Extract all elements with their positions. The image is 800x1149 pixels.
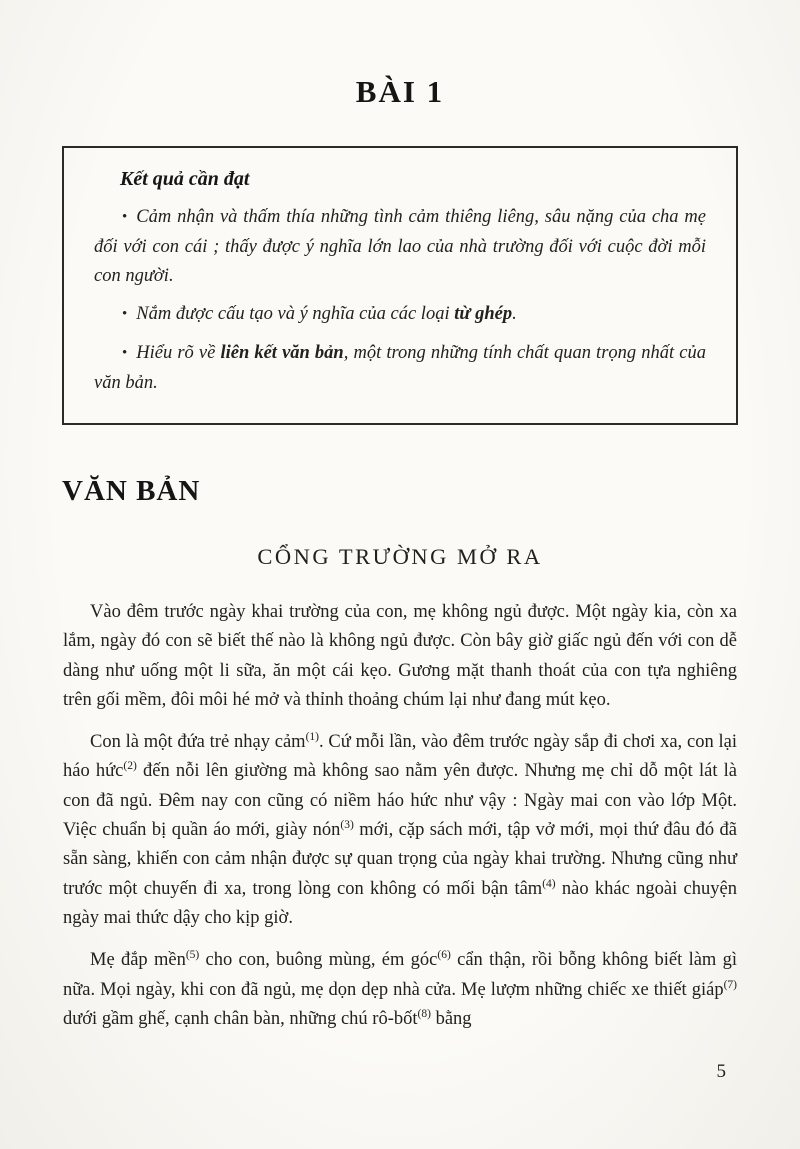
- objective-item: [94, 300, 706, 330]
- text-title: CỔNG TRƯỜNG MỞ RA: [257, 544, 543, 569]
- objectives-box: [62, 146, 738, 425]
- objective-text: Nắm được cấu tạo và ý nghĩa của các loại từ ghép.: [136, 304, 517, 324]
- paragraph: Con là một đứa trẻ nhạy cảm$^{(1)}$. Cứ mỗi lần, vào đêm trước ngày sắp đi chơi xa, con lại háo hức$^{(2)}$ đến nỗi lên giường mà không sao nằm yên được. Nhưng mẹ chỉ dỗ một lát là con đã ngủ. Đêm nay con cũng có niềm háo hức như vậy : Ngày mai con vào lớp Một. Việc chuẩn bị quần áo mới, giày nón$^{(3)}$ mới, cặp sách mới, tập vở mới, mọi thứ đâu đó đã sẵn sàng, khiến con cảm nhận được sự quan trọng của ngày khai trường. Nhưng cũng như trước một chuyến đi xa, trong lòng con không có mối bận tâm$^{(4)}$ nào khác ngoài chuyện ngày mai thức dậy cho kịp giờ.: [63, 731, 737, 928]
- section-heading: VĂN BẢN: [62, 475, 201, 507]
- objective-item: [94, 339, 706, 398]
- objective-text: Cảm nhận và thấm thía những tình cảm thiêng liêng, sâu nặng của cha mẹ đối với con cái ; thấy được ý nghĩa lớn lao của nhà trường đối với cuộc đời mỗi con người.: [94, 207, 706, 286]
- objective-item: [94, 203, 706, 291]
- paragraph: Mẹ đắp mền$^{(5)}$ cho con, buông mùng, ém góc$^{(6)}$ cẩn thận, rồi bỗng không biết làm gì nữa. Mọi ngày, khi con đã ngủ, mẹ dọn dẹp nhà cửa. Mẹ lượm những chiếc xe thiết giáp$^{(7)}$ dưới gầm ghế, cạnh chân bàn, những chú rô-bốt$^{(8)}$ bằng: [63, 949, 738, 1029]
- objectives-heading: Kết quả cần đạt: [120, 168, 250, 190]
- bullet-icon: •: [122, 345, 128, 361]
- page-number: 5: [716, 1061, 726, 1082]
- bullet-icon: •: [122, 209, 128, 225]
- objective-text: Hiểu rõ về liên kết văn bản, một trong những tính chất quan trọng nhất của văn bản.: [94, 343, 706, 393]
- bullet-icon: •: [122, 306, 128, 322]
- lesson-title: BÀI 1: [355, 74, 445, 109]
- paragraph: Vào đêm trước ngày khai trường của con, mẹ không ngủ được. Một ngày kia, còn xa lắm, ngày đó con sẽ biết thế nào là không ngủ được. Còn bây giờ giấc ngủ đến với con dễ dàng như uống một li sữa, ăn một cái kẹo. Gương mặt thanh thoát của con tựa nghiêng trên gối mềm, đôi môi hé mở và thỉnh thoảng chúm lại như đang mút kẹo.: [63, 602, 737, 710]
